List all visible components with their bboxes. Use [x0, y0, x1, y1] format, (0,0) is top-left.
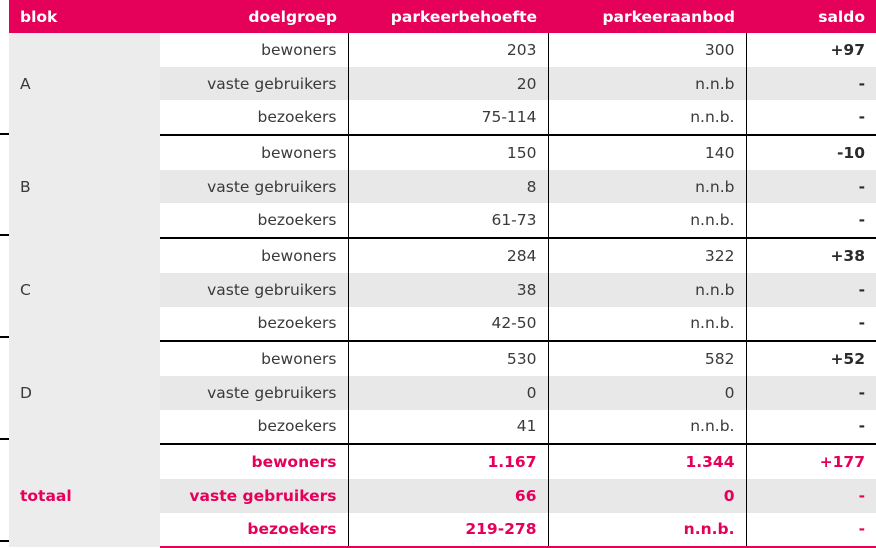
saldo-cell: -	[746, 479, 876, 513]
parkeeraanbod-cell: n.n.b.	[548, 100, 746, 135]
parkeeraanbod-cell: 0	[548, 479, 746, 513]
parkeerbehoefte-cell: 1.167	[348, 444, 548, 479]
parkeerbehoefte-cell: 284	[348, 238, 548, 273]
table-row	[9, 135, 876, 170]
saldo-cell: -	[746, 513, 876, 548]
header-saldo: saldo	[746, 0, 876, 33]
parkeerbehoefte-cell: 20	[348, 67, 548, 101]
saldo-cell: +38	[746, 238, 876, 273]
doelgroep-cell: bewoners	[160, 33, 348, 67]
parkeerbehoefte-cell: 0	[348, 376, 548, 410]
parkeerbehoefte-cell: 38	[348, 273, 548, 307]
parkeerbehoefte-cell: 42-50	[348, 307, 548, 342]
doelgroep-cell: bewoners	[160, 135, 348, 170]
header-parkeeraanbod: parkeeraanbod	[548, 0, 746, 33]
saldo-cell: -	[746, 170, 876, 204]
doelgroep-cell: bezoekers	[160, 203, 348, 238]
header-blok: blok	[9, 0, 160, 33]
parkeerbehoefte-cell: 41	[348, 410, 548, 445]
parkeerbehoefte-cell: 203	[348, 33, 548, 67]
parkeerbehoefte-cell: 8	[348, 170, 548, 204]
table-row	[9, 238, 876, 273]
blok-label: D	[9, 341, 160, 444]
parkeeraanbod-cell: 1.344	[548, 444, 746, 479]
blok-label: A	[9, 33, 160, 135]
doelgroep-cell: bewoners	[160, 341, 348, 376]
doelgroep-cell: vaste gebruikers	[160, 376, 348, 410]
parkeerbehoefte-cell: 61-73	[348, 203, 548, 238]
doelgroep-cell: bewoners	[160, 444, 348, 479]
parkeeraanbod-cell: 0	[548, 376, 746, 410]
saldo-cell: -	[746, 307, 876, 342]
doelgroep-cell: bewoners	[160, 238, 348, 273]
row-divider-mark	[0, 438, 9, 440]
parkeerbehoefte-cell: 530	[348, 341, 548, 376]
saldo-cell: -	[746, 67, 876, 101]
doelgroep-cell: bezoekers	[160, 410, 348, 445]
saldo-cell: -	[746, 376, 876, 410]
parkeeraanbod-cell: n.n.b.	[548, 410, 746, 445]
table-body	[9, 33, 876, 547]
row-divider-mark	[0, 234, 9, 236]
parkeeraanbod-cell: 300	[548, 33, 746, 67]
parkeeraanbod-cell: n.n.b	[548, 67, 746, 101]
parkeeraanbod-cell: 582	[548, 341, 746, 376]
header-row	[9, 0, 876, 33]
table-row	[9, 33, 876, 67]
doelgroep-cell: vaste gebruikers	[160, 170, 348, 204]
header-parkeerbehoefte: parkeerbehoefte	[348, 0, 548, 33]
parkeeraanbod-cell: n.n.b.	[548, 513, 746, 548]
saldo-cell: -10	[746, 135, 876, 170]
saldo-cell: -	[746, 203, 876, 238]
saldo-cell: -	[746, 273, 876, 307]
total-row	[9, 444, 876, 479]
doelgroep-cell: vaste gebruikers	[160, 67, 348, 101]
doelgroep-cell: bezoekers	[160, 307, 348, 342]
blok-label: B	[9, 135, 160, 238]
parkeeraanbod-cell: n.n.b	[548, 170, 746, 204]
doelgroep-cell: vaste gebruikers	[160, 479, 348, 513]
saldo-cell: +97	[746, 33, 876, 67]
saldo-cell: +177	[746, 444, 876, 479]
parkeerbehoefte-cell: 219-278	[348, 513, 548, 548]
parkeeraanbod-cell: 322	[548, 238, 746, 273]
parkeerbehoefte-cell: 150	[348, 135, 548, 170]
doelgroep-cell: vaste gebruikers	[160, 273, 348, 307]
saldo-cell: -	[746, 410, 876, 445]
table-row	[9, 341, 876, 376]
saldo-cell: -	[746, 100, 876, 135]
parkeeraanbod-cell: n.n.b.	[548, 203, 746, 238]
parkeerbehoefte-cell: 66	[348, 479, 548, 513]
saldo-cell: +52	[746, 341, 876, 376]
parking-table	[9, 0, 876, 548]
parkeeraanbod-cell: 140	[548, 135, 746, 170]
parkeeraanbod-cell: n.n.b	[548, 273, 746, 307]
doelgroep-cell: bezoekers	[160, 100, 348, 135]
parkeerbehoefte-cell: 75-114	[348, 100, 548, 135]
total-label: totaal	[9, 444, 160, 547]
row-divider-mark	[0, 336, 9, 338]
blok-label: C	[9, 238, 160, 341]
row-divider-mark	[0, 133, 9, 135]
header-doelgroep: doelgroep	[160, 0, 348, 33]
parkeeraanbod-cell: n.n.b.	[548, 307, 746, 342]
doelgroep-cell: bezoekers	[160, 513, 348, 548]
row-divider-mark	[0, 540, 9, 542]
